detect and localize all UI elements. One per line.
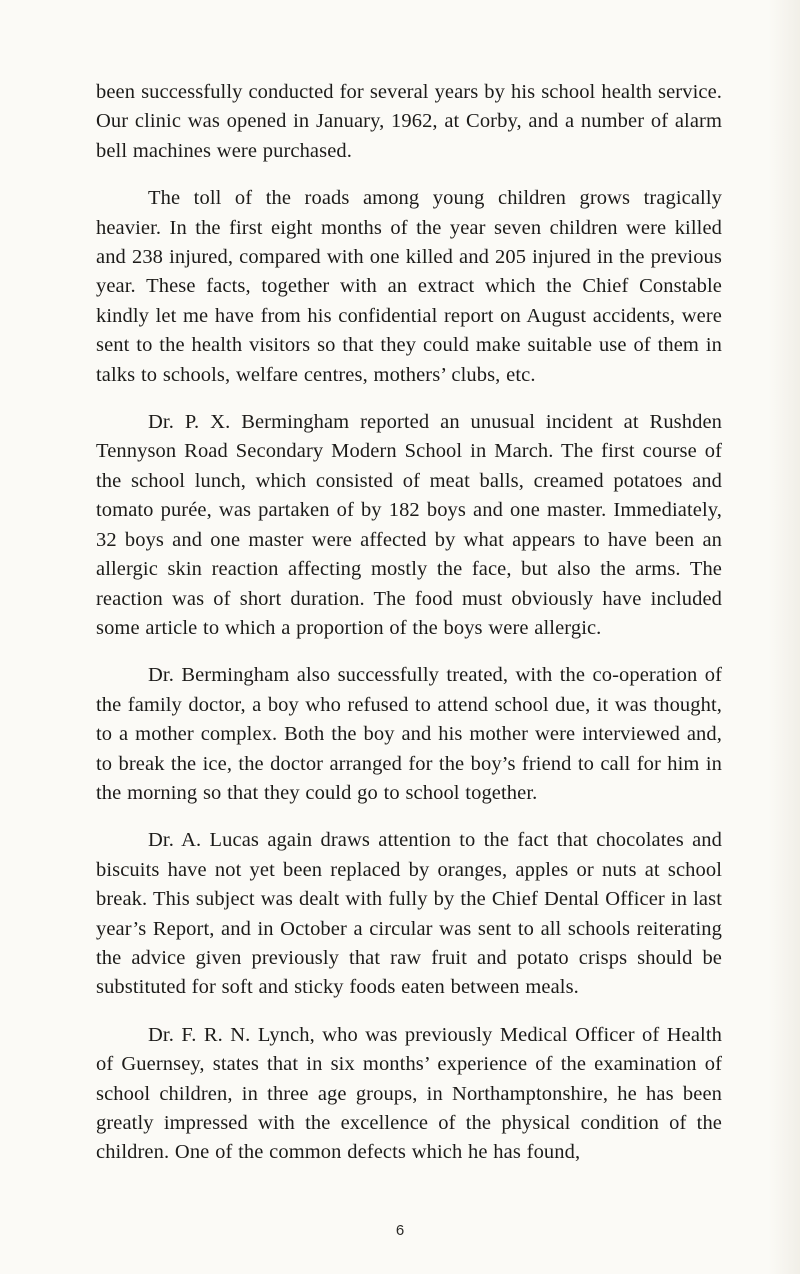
paragraph-road-toll: The toll of the roads among young children grows tragically heavier. In the first eight months of the year seven children were killed and 238 injured, compared with one killed and 205 injured in the previous year. These facts, together with an extract which the Chief Constable kindly let me have from his confidential report on August accidents, were sent to the health visitors so that they could make suitable use of them in talks to schools, welfare centres, mothers’ clubs, etc.: [96, 187, 722, 386]
paragraph-continued: been successfully conducted for several years by his school health service. Our clinic was opened in January, 1962, at Corby, and a number of alarm bell machines were purchased.: [96, 81, 722, 162]
page-number: 6: [395, 1222, 405, 1239]
paragraph-school-refusal: Dr. Bermingham also successfully treated, with the co-operation of the family doctor, a boy who refused to attend school due, it was thought, to a mother complex. Both the boy and his mother were interviewed and, to break the ice, the doctor arranged for the boy’s friend to call for him in the morning so that they could go to school together.: [96, 664, 722, 804]
paragraph-allergic-incident: Dr. P. X. Bermingham reported an unusual incident at Rushden Tennyson Road Secondary Modern School in March. The first course of the school lunch, which consisted of meat balls, creamed potatoes and tomato purée, was partaken of by 182 boys and one master. Immediately, 32 boys and one master were affected by what appears to have been an allergic skin reaction affecting mostly the face, but also the arms. The reaction was of short duration. The food must obviously have included some article to which a proportion of the boys were allergic.: [96, 411, 722, 639]
body-text: [96, 78, 722, 1186]
paragraph-dental-advice: Dr. A. Lucas again draws attention to the fact that chocolates and biscuits have not yet been replaced by oranges, apples or nuts at school break. This subject was dealt with fully by the Chief Dental Officer in last year’s Report, and in October a circular was sent to all schools reiterating the advice given previously that raw fruit and potato crisps should be substituted for soft and sticky foods eaten between meals.: [96, 829, 722, 999]
paragraph-physical-condition: Dr. F. R. N. Lynch, who was previously Medical Officer of Health of Guernsey, states that in six months’ experience of the examination of school children, in three age groups, in Northamptonshire, he has been greatly impressed with the excellence of the physical condition of the children. One of the common defects which he has found,: [96, 1023, 722, 1164]
